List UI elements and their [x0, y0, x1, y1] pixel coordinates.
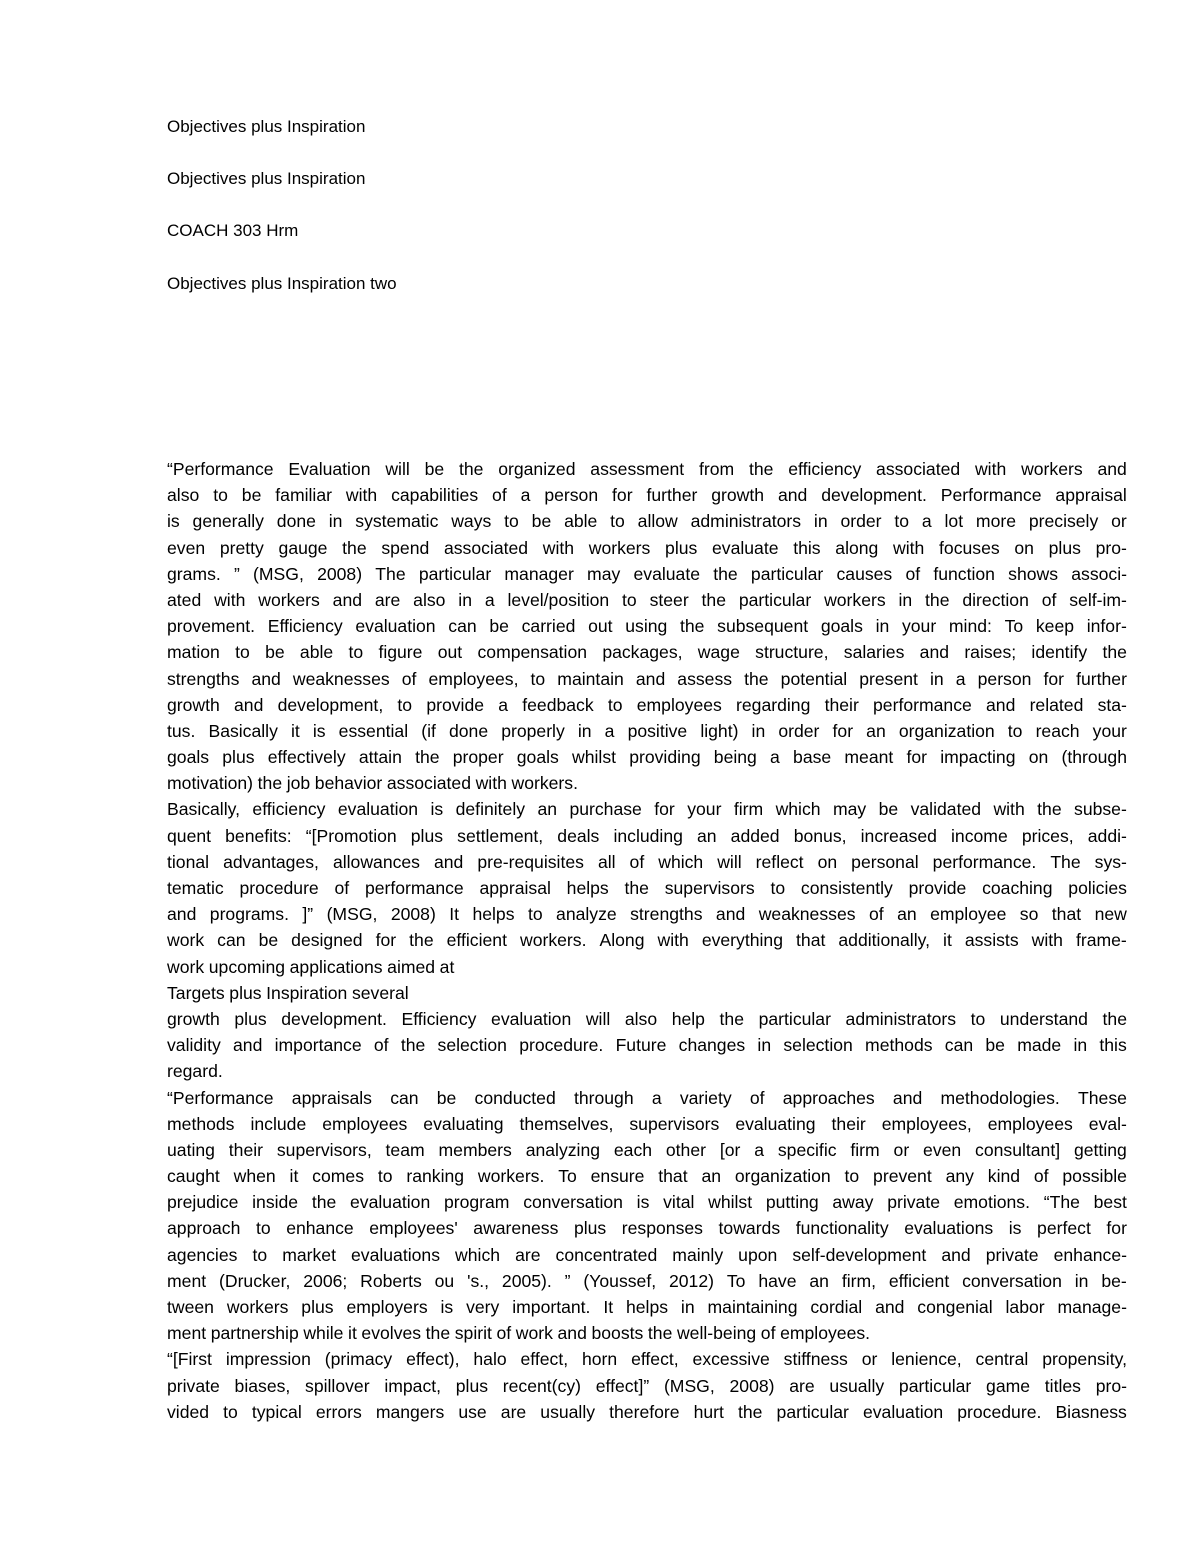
body-line: uating their supervisors, team members analyzing each other [or a specific firm or even consultant] getting	[167, 1139, 1127, 1160]
heading-line-4: Objectives plus Inspiration two	[167, 274, 397, 293]
body-line: agencies to market evaluations which are concentrated mainly upon self-development and private enhance-	[167, 1244, 1127, 1265]
heading-line-1: Objectives plus Inspiration	[167, 117, 366, 136]
body-line: also to be familiar with capabilities of a person for further growth and development. Performance appraisal	[167, 485, 1127, 506]
body-line: “Performance appraisals can be conducted through a variety of approaches and methodologies. These	[167, 1087, 1127, 1108]
body-line: “Performance Evaluation will be the organized assessment from the efficiency associated with workers and	[167, 459, 1127, 479]
body-line: provement. Efficiency evaluation can be carried out using the subsequent goals in your mind: To keep infor-	[167, 616, 1127, 637]
body-line: goals plus effectively attain the proper goals whilst providing being a base meant for impacting on (through	[167, 747, 1127, 768]
body-line: grams. ” (MSG, 2008) The particular manager may evaluate the particular causes of function shows associ-	[167, 563, 1127, 584]
body-line: regard.	[167, 1061, 223, 1082]
body-line: Basically, efficiency evaluation is definitely an purchase for your firm which may be validated with the subse-	[167, 799, 1127, 820]
body-line: quent benefits: “[Promotion plus settlement, deals including an added bonus, increased income prices, addi-	[167, 825, 1127, 846]
body-line: even pretty gauge the spend associated with workers plus evaluate this along with focuses on plus pro-	[167, 537, 1127, 558]
body-line: tween workers plus employers is very important. It helps in maintaining cordial and congenial labor manage-	[167, 1297, 1127, 1317]
body-line: ment (Drucker, 2006; Roberts ou 's., 2005). ” (Youssef, 2012) To have an firm, efficient conversation in be-	[167, 1270, 1127, 1291]
body-line: tional advantages, allowances and pre-requisites all of which will reflect on personal performance. The sys-	[167, 851, 1127, 872]
body-text	[167, 456, 1127, 1425]
body-line: approach to enhance employees' awareness plus responses towards functionality evaluations is perfect for	[167, 1218, 1127, 1239]
body-line: ment partnership while it evolves the spirit of work and boosts the well-being of employees.	[167, 1323, 871, 1344]
body-line: “[First impression (primacy effect), halo effect, horn effect, excessive stiffness or lenience, central propensity,	[167, 1349, 1127, 1370]
body-line: work upcoming applications aimed at	[167, 956, 455, 977]
course-code-line: COACH 303 Hrm	[167, 221, 299, 240]
body-line: mation to be able to figure out compensation packages, wage structure, salaries and raises; identify the	[167, 642, 1127, 663]
body-line: caught when it comes to ranking workers. To ensure that an organization to prevent any kind of possible	[167, 1166, 1127, 1187]
body-line: and programs. ]” (MSG, 2008) It helps to analyze strengths and weaknesses of an employee so that new	[167, 904, 1127, 925]
body-line: growth plus development. Efficiency evaluation will also help the particular administrators to understand the	[167, 1008, 1127, 1029]
body-line: private biases, spillover impact, plus recent(cy) effect]” (MSG, 2008) are usually particular game titles pro-	[167, 1375, 1127, 1396]
body-line: vided to typical errors mangers use are usually therefore hurt the particular evaluation procedure. Biasness	[167, 1401, 1127, 1422]
body-line: prejudice inside the evaluation program conversation is vital whilst putting away private emotions. “The best	[167, 1192, 1127, 1213]
body-line: motivation) the job behavior associated with workers.	[167, 773, 578, 794]
body-line: growth and development, to provide a feedback to employees regarding their performance and related sta-	[167, 694, 1127, 715]
body-line: validity and importance of the selection procedure. Future changes in selection methods can be made in this	[167, 1035, 1127, 1056]
body-line: work can be designed for the efficient workers. Along with everything that additionally, it assists with frame-	[167, 930, 1127, 951]
body-line: tematic procedure of performance appraisal helps the supervisors to consistently provide coaching policies	[167, 878, 1127, 898]
body-line: Targets plus Inspiration several	[167, 982, 409, 1003]
body-line: ated with workers and are also in a level/position to steer the particular workers in the direction of self-im-	[167, 589, 1127, 610]
heading-line-2: Objectives plus Inspiration	[167, 169, 366, 188]
body-line: strengths and weaknesses of employees, to maintain and assess the potential present in a person for further	[167, 668, 1127, 689]
body-line: is generally done in systematic ways to be able to allow administrators in order to a lot more precisely or	[167, 511, 1127, 532]
body-line: tus. Basically it is essential (if done properly in a positive light) in order for an organization to reach your	[167, 720, 1127, 741]
body-line: methods include employees evaluating themselves, supervisors evaluating their employees, employees eval-	[167, 1113, 1127, 1134]
